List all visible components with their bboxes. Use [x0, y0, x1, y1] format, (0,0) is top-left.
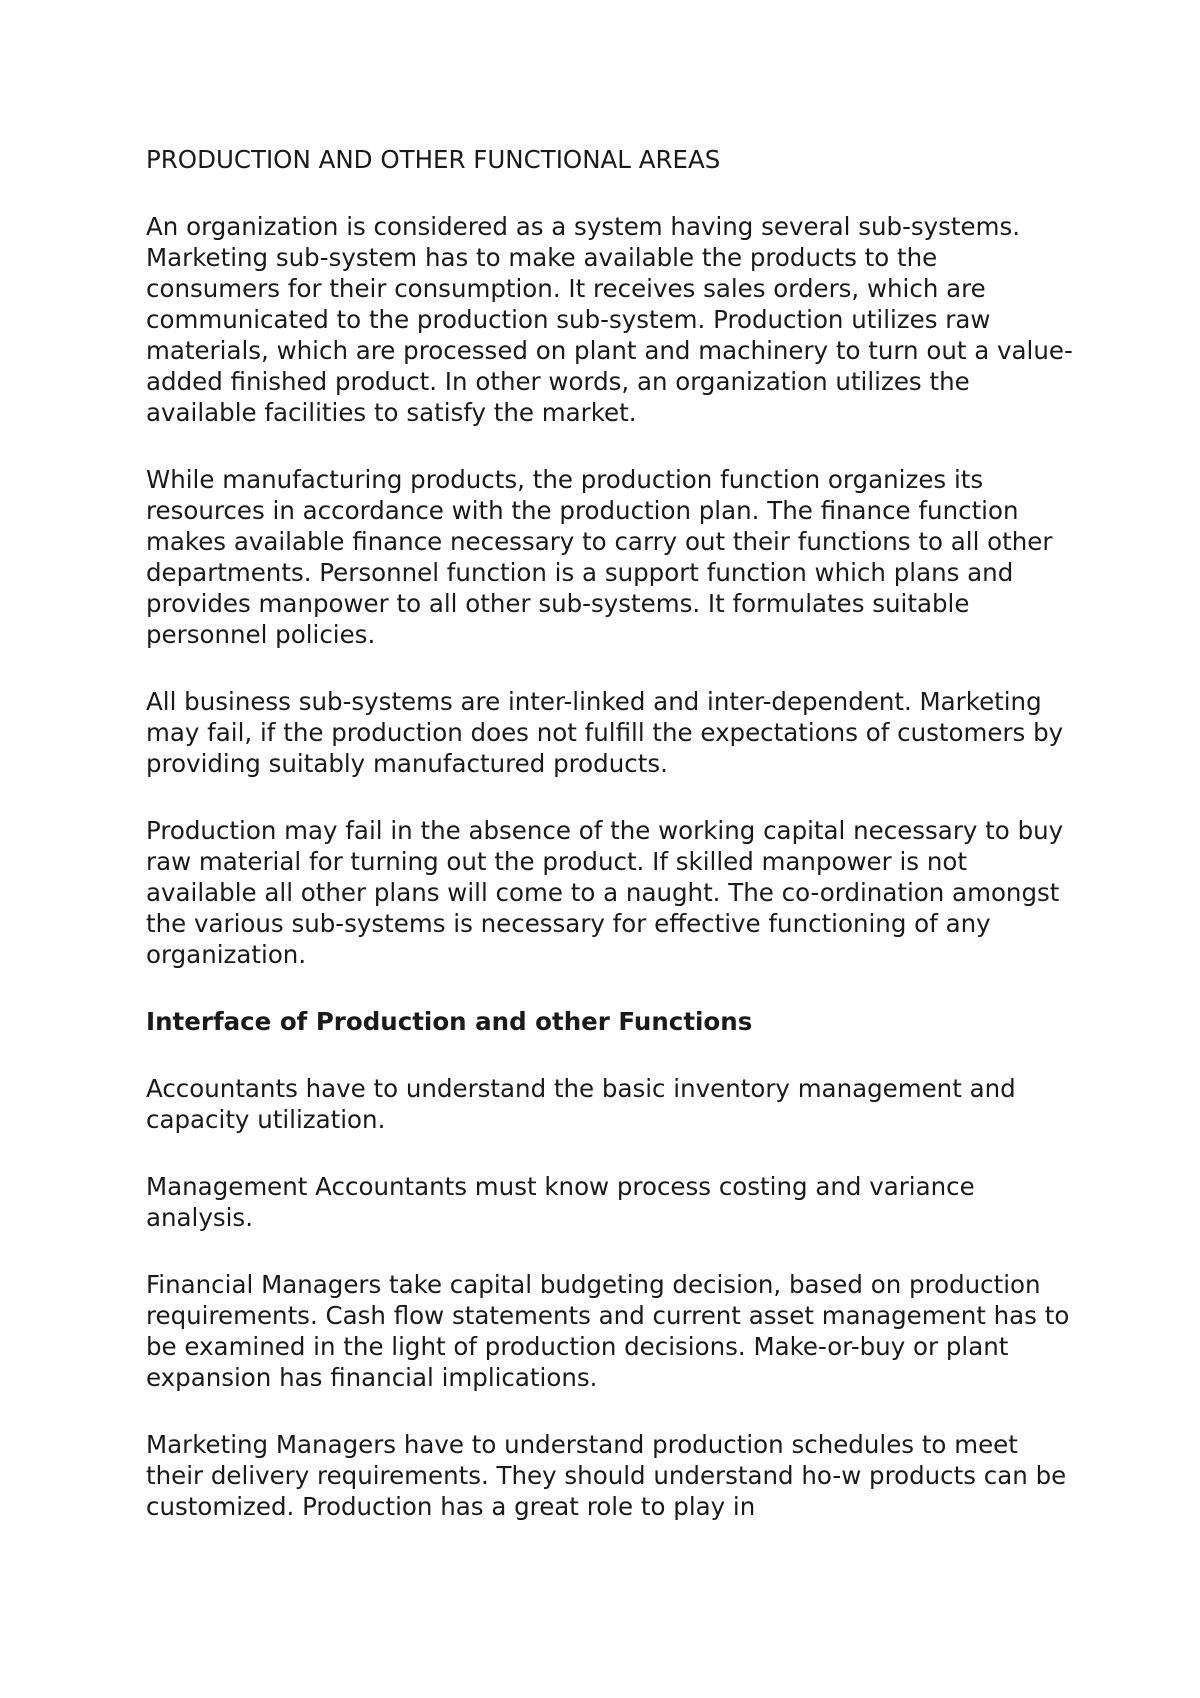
paragraph-interlinked-subsystems: All business sub-systems are inter-linked and inter-dependent. Marketing may fail, if the production does not fulfill the expectations of customers by providing suitably manufactured products. — [146, 687, 1064, 778]
document-title: PRODUCTION AND OTHER FUNCTIONAL AREAS — [146, 145, 721, 174]
document-body — [146, 144, 1076, 1558]
paragraph-accountants: Accountants have to understand the basic inventory management and capacity utilization. — [146, 1074, 1016, 1134]
paragraph-organization-system: An organization is considered as a system having several sub-systems. Marketing sub-system has to make available the products to the consumers for their consumption. It receives sales orders, which are communicated to the production sub-system. Production utilizes raw materials, which are processed on plant and machinery to turn out a value-added finished product. In other words, an organization utilizes the available facilities to satisfy the market. — [146, 212, 1073, 427]
section-heading: Interface of Production and other Functions — [146, 1007, 753, 1036]
paragraph-financial-managers: Financial Managers take capital budgeting decision, based on production requirements. Cash flow statements and current asset management has to be examined in the light of production decisions. Make-or-buy or plant expansion has financial implications. — [146, 1270, 1070, 1392]
paragraph-marketing-managers: Marketing Managers have to understand production schedules to meet their delivery requirements. They should understand ho-w products can be customized. Production has a great role to play in — [146, 1430, 1067, 1521]
paragraph-production-may-fail: Production may fail in the absence of the working capital necessary to buy raw material for turning out the product. If skilled manpower is not available all other plans will come to a naught. The co-ordination amongst the various sub-systems is necessary for effective functioning of any organization. — [146, 816, 1064, 969]
paragraph-production-function: While manufacturing products, the production function organizes its resources in accordance with the production plan. The finance function makes available finance necessary to carry out their functions to all other departments. Personnel function is a support function which plans and provides manpower to all other sub-systems. It formulates suitable personnel policies. — [146, 465, 1053, 649]
paragraph-management-accountants: Management Accountants must know process costing and variance analysis. — [146, 1172, 975, 1232]
